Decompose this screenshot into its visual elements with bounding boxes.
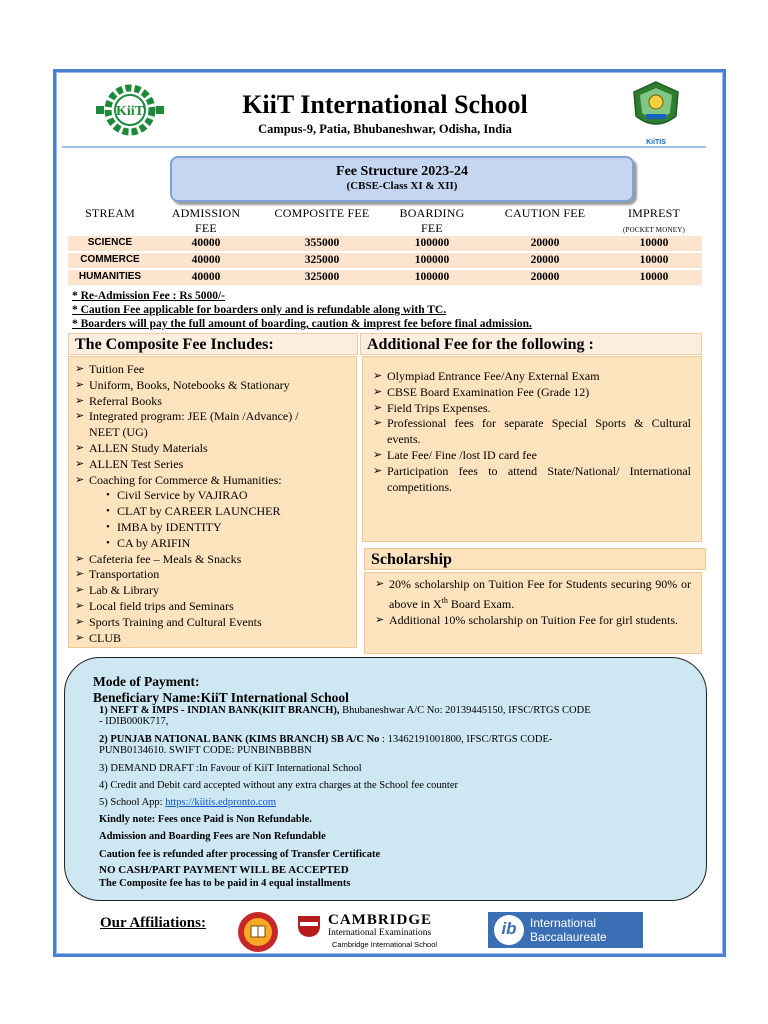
- fee-cell: 40000: [191, 254, 221, 266]
- payment-dd: 3) DEMAND DRAFT :In Favour of KiiT International School: [99, 763, 362, 774]
- fee-cell: 10000: [639, 237, 669, 249]
- bullet-icon: •: [106, 536, 110, 549]
- scholarship-item: ➢ Additional 10% scholarship on Tuition Fee for girl students.: [375, 612, 678, 627]
- kiit-logo: [92, 80, 168, 140]
- additional-item: ➢ CBSE Board Examination Fee (Grade 12): [373, 384, 590, 399]
- composite-item: ➢ Cafeteria fee – Meals & Snacks: [75, 551, 242, 566]
- arrow-icon: ➢: [373, 417, 383, 430]
- col-header-admission: ADMISSION FEE: [171, 206, 241, 235]
- cambridge-title: CAMBRIDGE: [328, 912, 433, 928]
- cbse-logo: [236, 910, 280, 954]
- additional-item: ➢ Late Fee/ Fine /lost ID card fee: [373, 447, 537, 462]
- payment-card: 4) Credit and Debit card accepted without any extra charges at the School fee counter: [99, 780, 458, 791]
- composite-item: • CLAT by CAREER LAUNCHER: [106, 504, 281, 519]
- ib-line2: Baccalaureate: [530, 930, 607, 944]
- fee-cell: 100000: [414, 254, 450, 266]
- composite-heading: The Composite Fee Includes:: [68, 333, 358, 355]
- payment-app: 5) School App: https://kiitis.edpronto.com: [99, 797, 277, 808]
- fee-cell: 40000: [191, 271, 221, 283]
- fee-cell: 100000: [414, 237, 450, 249]
- arrow-icon: ➢: [75, 378, 85, 391]
- additional-panel: [362, 356, 702, 542]
- stream-cell: SCIENCE: [87, 237, 133, 248]
- kiitis-logo-caption: KiiTIS: [646, 139, 666, 146]
- fee-cell: 355000: [304, 237, 340, 249]
- arrow-icon: ➢: [75, 584, 85, 597]
- arrow-icon: ➢: [75, 394, 85, 407]
- scholarship-list: [375, 577, 691, 628]
- campus-address: Campus-9, Patia, Bhubaneshwar, Odisha, India: [258, 122, 512, 136]
- composite-item: • IMBA by IDENTITY: [106, 519, 222, 534]
- additional-item: ➢ Olympiad Entrance Fee/Any External Exam: [373, 369, 600, 383]
- table-row: [68, 236, 702, 251]
- note-installments: The Composite fee has to be paid in 4 equal installments: [99, 878, 351, 889]
- note-boarders: * Boarders will pay the full amount of boarding, caution & imprest fee before final admission.: [72, 318, 532, 330]
- arrow-icon: ➢: [75, 615, 85, 628]
- affiliations-label: Our Affiliations:: [100, 915, 206, 931]
- cambridge-school: Cambridge International School: [332, 940, 438, 949]
- arrow-icon: ➢: [375, 613, 385, 626]
- composite-item: ➢ Tuition Fee: [75, 362, 145, 376]
- composite-item: ➢ Coaching for Commerce & Humanities:: [75, 472, 282, 487]
- note-non-refundable: Kindly note: Fees once Paid is Non Refundable.: [99, 814, 312, 825]
- note-admission-boarding: Admission and Boarding Fees are Non Refundable: [99, 831, 326, 842]
- additional-item: ➢ Participation fees to attend State/National/ International competitions.: [373, 463, 691, 494]
- composite-item: ➢ ALLEN Test Series: [75, 456, 184, 471]
- kiitis-crest-logo: [626, 78, 686, 144]
- fee-cell: 325000: [304, 254, 340, 266]
- imprest-note: (POCKET MONEY): [623, 226, 685, 234]
- scholarship-panel: [364, 572, 702, 654]
- arrow-icon: ➢: [373, 370, 383, 382]
- payment-neft: 1) NEFT & IMPS - INDIAN BANK(KIIT BRANCH), Bhubaneshwar A/C No: 20139445150, IFSC/RTGS CODE - IDIB000K717,: [99, 705, 591, 727]
- fee-cell: 20000: [530, 254, 560, 266]
- note-readmission: * Re-Admission Fee : Rs 5000/-: [72, 290, 225, 302]
- arrow-icon: ➢: [75, 568, 85, 581]
- fee-cell: 20000: [530, 237, 560, 249]
- imprest-label: IMPREST: [627, 206, 681, 220]
- composite-item: ➢ ALLEN Study Materials: [75, 440, 208, 455]
- fee-structure-subtitle: (CBSE-Class XI & XII): [346, 180, 458, 192]
- col-header-boarding: BOARDING FEE: [399, 206, 465, 235]
- ib-line1: International: [530, 916, 597, 930]
- stream-cell: HUMANITIES: [78, 271, 142, 282]
- scholarship-heading: Scholarship: [364, 548, 706, 570]
- additional-item: ➢ Professional fees for separate Special Sports & Cultural events.: [373, 416, 691, 447]
- col-header-stream: STREAM: [85, 206, 135, 220]
- arrow-icon: ➢: [373, 464, 383, 477]
- fee-cell: 325000: [304, 271, 340, 283]
- svg-text:KiiT: KiiT: [115, 104, 145, 119]
- additional-heading: Additional Fee for the following :: [360, 333, 702, 355]
- col-header-composite: COMPOSITE FEE: [274, 206, 370, 220]
- beneficiary-name: Beneficiary Name:KiiT International School: [93, 690, 349, 705]
- table-row: [68, 270, 702, 285]
- arrow-icon: ➢: [75, 631, 85, 644]
- payment-box: [64, 657, 707, 901]
- note-caution: * Caution Fee applicable for boarders only and is refundable along with TC.: [72, 304, 447, 316]
- arrow-icon: ➢: [375, 578, 385, 590]
- payment-title: Mode of Payment:: [93, 674, 200, 689]
- composite-item: ➢ Integrated program: JEE (Main /Advance) /: [75, 409, 299, 424]
- cambridge-shield-icon: [296, 914, 322, 938]
- arrow-icon: ➢: [75, 441, 85, 454]
- table-row: [68, 253, 702, 268]
- fee-cell: 40000: [191, 237, 221, 249]
- additional-list: [373, 369, 691, 495]
- composite-list: [75, 362, 350, 646]
- composite-item: ➢ Lab & Library: [75, 583, 159, 598]
- col-header-imprest: [606, 206, 702, 236]
- cambridge-logo: [296, 912, 466, 952]
- composite-item: NEET (UG): [89, 425, 148, 440]
- composite-item: ➢ CLUB: [75, 630, 122, 645]
- bullet-icon: •: [106, 520, 110, 533]
- ib-logo: [488, 912, 643, 948]
- fee-structure-title: Fee Structure 2023-24: [336, 164, 468, 179]
- school-name: KiiT International School: [242, 90, 528, 119]
- note-caution-refund: Caution fee is refunded after processing of Transfer Certificate: [99, 849, 381, 860]
- cambridge-subtitle: International Examinations: [328, 928, 432, 938]
- bullet-icon: •: [106, 489, 110, 502]
- composite-item: ➢ Uniform, Books, Notebooks & Stationary: [75, 377, 290, 392]
- payment-pnb: 2) PUNJAB NATIONAL BANK (KIMS BRANCH) SB A/C No : 13462191001800, IFSC/RTGS CODE- PUNB0134610. SWIFT CODE: PUNBINBBBBN: [99, 734, 553, 756]
- composite-item: ➢ Referral Books: [75, 393, 162, 408]
- composite-item: • Civil Service by VAJIRAO: [106, 488, 248, 503]
- fee-cell: 10000: [639, 271, 669, 283]
- col-header-caution: CAUTION FEE: [504, 206, 586, 220]
- arrow-icon: ➢: [75, 552, 85, 565]
- arrow-icon: ➢: [75, 410, 85, 423]
- ib-mark-icon: ib: [494, 915, 524, 945]
- composite-item: ➢ Sports Training and Cultural Events: [75, 614, 262, 629]
- arrow-icon: ➢: [75, 457, 85, 470]
- arrow-icon: ➢: [373, 448, 383, 461]
- arrow-icon: ➢: [75, 363, 85, 375]
- stream-cell: COMMERCE: [80, 254, 140, 265]
- composite-item: ➢ Transportation: [75, 567, 160, 582]
- scholarship-item: ➢ 20% scholarship on Tuition Fee for Students securing 90% or above in Xth Board Exam.: [375, 577, 691, 611]
- composite-panel: [68, 356, 357, 648]
- fee-cell: 100000: [414, 271, 450, 283]
- composite-item: • CA by ARIFIN: [106, 535, 191, 550]
- header-divider: [62, 146, 706, 148]
- school-app-link[interactable]: https://kiitis.edpronto.com: [165, 797, 277, 808]
- composite-item: ➢ Local field trips and Seminars: [75, 598, 234, 613]
- additional-item: ➢ Field Trips Expenses.: [373, 400, 491, 415]
- note-no-cash: NO CASH/PART PAYMENT WILL BE ACCEPTED: [99, 864, 349, 876]
- fee-structure-title-box: [170, 156, 634, 202]
- arrow-icon: ➢: [373, 385, 383, 398]
- arrow-icon: ➢: [75, 599, 85, 612]
- fee-cell: 10000: [639, 254, 669, 266]
- arrow-icon: ➢: [75, 473, 85, 486]
- fee-cell: 20000: [530, 271, 560, 283]
- bullet-icon: •: [106, 505, 110, 518]
- arrow-icon: ➢: [373, 401, 383, 414]
